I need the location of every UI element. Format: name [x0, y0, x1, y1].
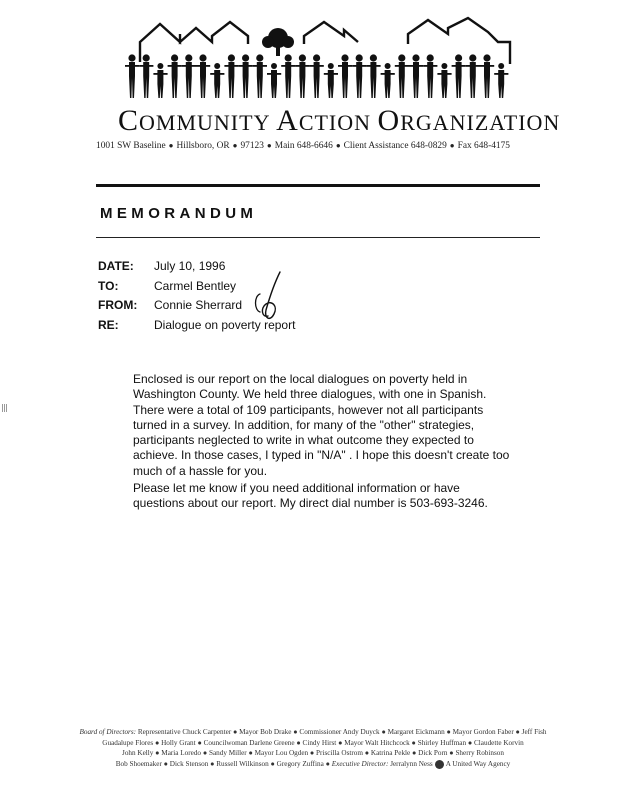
person-figure-head	[313, 54, 320, 61]
org-name-initial: C	[118, 104, 140, 137]
org-name-word: OMMUNITY	[139, 110, 270, 135]
person-figure-arms	[125, 65, 139, 67]
org-name-word: CTION	[298, 110, 372, 135]
to-label: TO:	[98, 279, 119, 293]
person-figure-arms	[381, 73, 395, 75]
person-figure-arms	[310, 65, 324, 67]
person-figure-body	[399, 62, 405, 98]
person-figure-head	[299, 54, 306, 61]
executive-director-name: Jerralynn Ness	[390, 759, 433, 768]
person-figure-head	[455, 54, 462, 61]
zip-code: 97123	[240, 141, 264, 151]
client-assistance-phone: Client Assistance 648-0829	[343, 141, 447, 151]
person-figure-body	[228, 62, 234, 98]
person-figure-head	[199, 54, 206, 61]
person-figure-arms	[338, 65, 352, 67]
person-figure-arms	[480, 65, 494, 67]
board-names: Bob Shoemaker ● Dick Stenson ● Russell Wilkinson ● Gregory Zuffina ●	[115, 759, 330, 768]
person-figure-arms	[295, 65, 309, 67]
person-figure-body	[172, 62, 178, 98]
person-figure-arms	[366, 65, 380, 67]
person-figure-head	[214, 63, 220, 69]
header-divider	[96, 184, 540, 187]
title-divider	[96, 237, 540, 238]
person-figure-body	[356, 62, 362, 98]
person-figure-arms	[494, 73, 508, 75]
person-figure-head	[356, 54, 363, 61]
person-figure-body	[342, 62, 348, 98]
person-figure-head	[256, 54, 263, 61]
from-label: FROM:	[98, 298, 138, 312]
person-figure-arms	[153, 73, 167, 75]
person-figure-arms	[324, 73, 338, 75]
united-way-icon	[435, 760, 444, 769]
person-figure-body	[370, 62, 376, 98]
person-figure-head	[271, 63, 277, 69]
person-figure-head	[398, 54, 405, 61]
person-figure-body	[456, 62, 462, 98]
body-paragraph-1: Enclosed is our report on the local dialogues on poverty held in Washington County. We held three dialogues, with one in Spanish. There were a total of 109 participants, however not all participants turned in a survey. In addition, for many of the "other" strategies, participants neglected to write in what outcome they expected to achieve. In those cases, I typed in "N/A" . I hope this doesn't create too much of a hassle for you.	[133, 372, 510, 478]
main-phone: Main 648-6646	[274, 141, 333, 151]
person-figure-head	[469, 54, 476, 61]
person-figure-arms	[196, 65, 210, 67]
handwritten-initials	[252, 270, 292, 330]
board-line: John Kelly ● Maria Loredo ● Sandy Miller ● Mayor Lou Ogden ● Priscilla Ostrom ● Katrina Pekle ● Dick Porn ● Sherry Robinson	[122, 749, 504, 758]
person-figure-arms	[452, 65, 466, 67]
person-figure-head	[285, 54, 292, 61]
person-figure-body	[299, 62, 305, 98]
person-figure-body	[470, 62, 476, 98]
person-figure-body	[129, 62, 135, 98]
board-names: Representative Chuck Carpenter ● Mayor Bob Drake ● Commissioner Andy Duyck ● Margaret Eickmann ● Mayor Gordon Faber ● Jeff Fish	[137, 728, 547, 736]
person-figure-arms	[466, 65, 480, 67]
board-line	[78, 727, 548, 738]
person-figure-head	[128, 54, 135, 61]
person-figure-head	[242, 54, 249, 61]
contact-line: 1001 SW Baseline ● Hillsboro, OR ● 97123 ● Main 648-6646 ● Client Assistance 648-0829 ● Fax 648-4175	[96, 141, 510, 151]
person-figure-body	[484, 62, 490, 98]
person-figure-head	[143, 54, 150, 61]
person-figure-arms	[139, 65, 153, 67]
city: Hillsboro, OR	[176, 141, 230, 151]
board-line	[78, 759, 548, 770]
person-figure-arms	[267, 73, 281, 75]
memo-title: MEMORANDUM	[100, 205, 258, 222]
person-figure-arms	[253, 65, 267, 67]
person-figure-body	[143, 62, 149, 98]
from-value: Connie Sherrard	[154, 298, 243, 312]
to-value: Carmel Bentley	[154, 279, 237, 293]
executive-director-label: Executive Director:	[331, 759, 389, 768]
board-label: Board of Directors:	[79, 728, 137, 736]
fax-number: Fax 648-4175	[457, 141, 510, 151]
date-label: DATE:	[98, 259, 134, 273]
person-figure-head	[328, 63, 334, 69]
person-figure-head	[483, 54, 490, 61]
board-line: Guadalupe Flores ● Holly Grant ● Councilwoman Darlene Greene ● Cindy Hirst ● Mayor Walt Hitchcock ● Shirley Huffman ● Claudette Korvin	[102, 738, 524, 747]
person-figure-head	[385, 63, 391, 69]
person-figure-arms	[168, 65, 182, 67]
person-figure-body	[427, 62, 433, 98]
person-figure-head	[341, 54, 348, 61]
scan-artifact	[2, 404, 8, 412]
person-figure-arms	[182, 65, 196, 67]
person-figure-body	[285, 62, 291, 98]
person-figure-body	[243, 62, 249, 98]
re-value: Dialogue on poverty report	[154, 318, 296, 332]
person-figure-head	[171, 54, 178, 61]
person-figure-head	[427, 54, 434, 61]
org-name-initial: O	[377, 104, 401, 137]
body-paragraph-2: Please let me know if you need additional information or have questions about our report. My direct dial number is 503-693-3246.	[133, 481, 488, 511]
person-figure-arms	[395, 65, 409, 67]
person-figure-body	[413, 62, 419, 98]
org-name-word: RGANIZATION	[400, 110, 561, 135]
person-figure-body	[186, 62, 192, 98]
person-figure-body	[200, 62, 206, 98]
person-figure-head	[412, 54, 419, 61]
person-figure-arms	[409, 65, 423, 67]
united-way-text: A United Way Agency	[445, 759, 511, 768]
person-figure-arms	[352, 65, 366, 67]
person-figure-arms	[224, 65, 238, 67]
person-figure-arms	[423, 65, 437, 67]
person-figure-arms	[281, 65, 295, 67]
person-figure-head	[185, 54, 192, 61]
org-name-initial: A	[276, 104, 299, 137]
person-figure-head	[228, 54, 235, 61]
person-figure-head	[498, 63, 504, 69]
person-figure-body	[257, 62, 263, 98]
person-figure-arms	[210, 73, 224, 75]
person-figure-arms	[239, 65, 253, 67]
organization-logo	[118, 14, 518, 104]
date-value: July 10, 1996	[154, 259, 226, 273]
board-of-directors	[78, 727, 548, 769]
re-label: RE:	[98, 318, 119, 332]
person-figure-head	[441, 63, 447, 69]
address: 1001 SW Baseline	[96, 141, 166, 151]
person-figure-body	[314, 62, 320, 98]
organization-name	[118, 104, 561, 138]
person-figure-arms	[437, 73, 451, 75]
person-figure-head	[157, 63, 163, 69]
person-figure-head	[370, 54, 377, 61]
